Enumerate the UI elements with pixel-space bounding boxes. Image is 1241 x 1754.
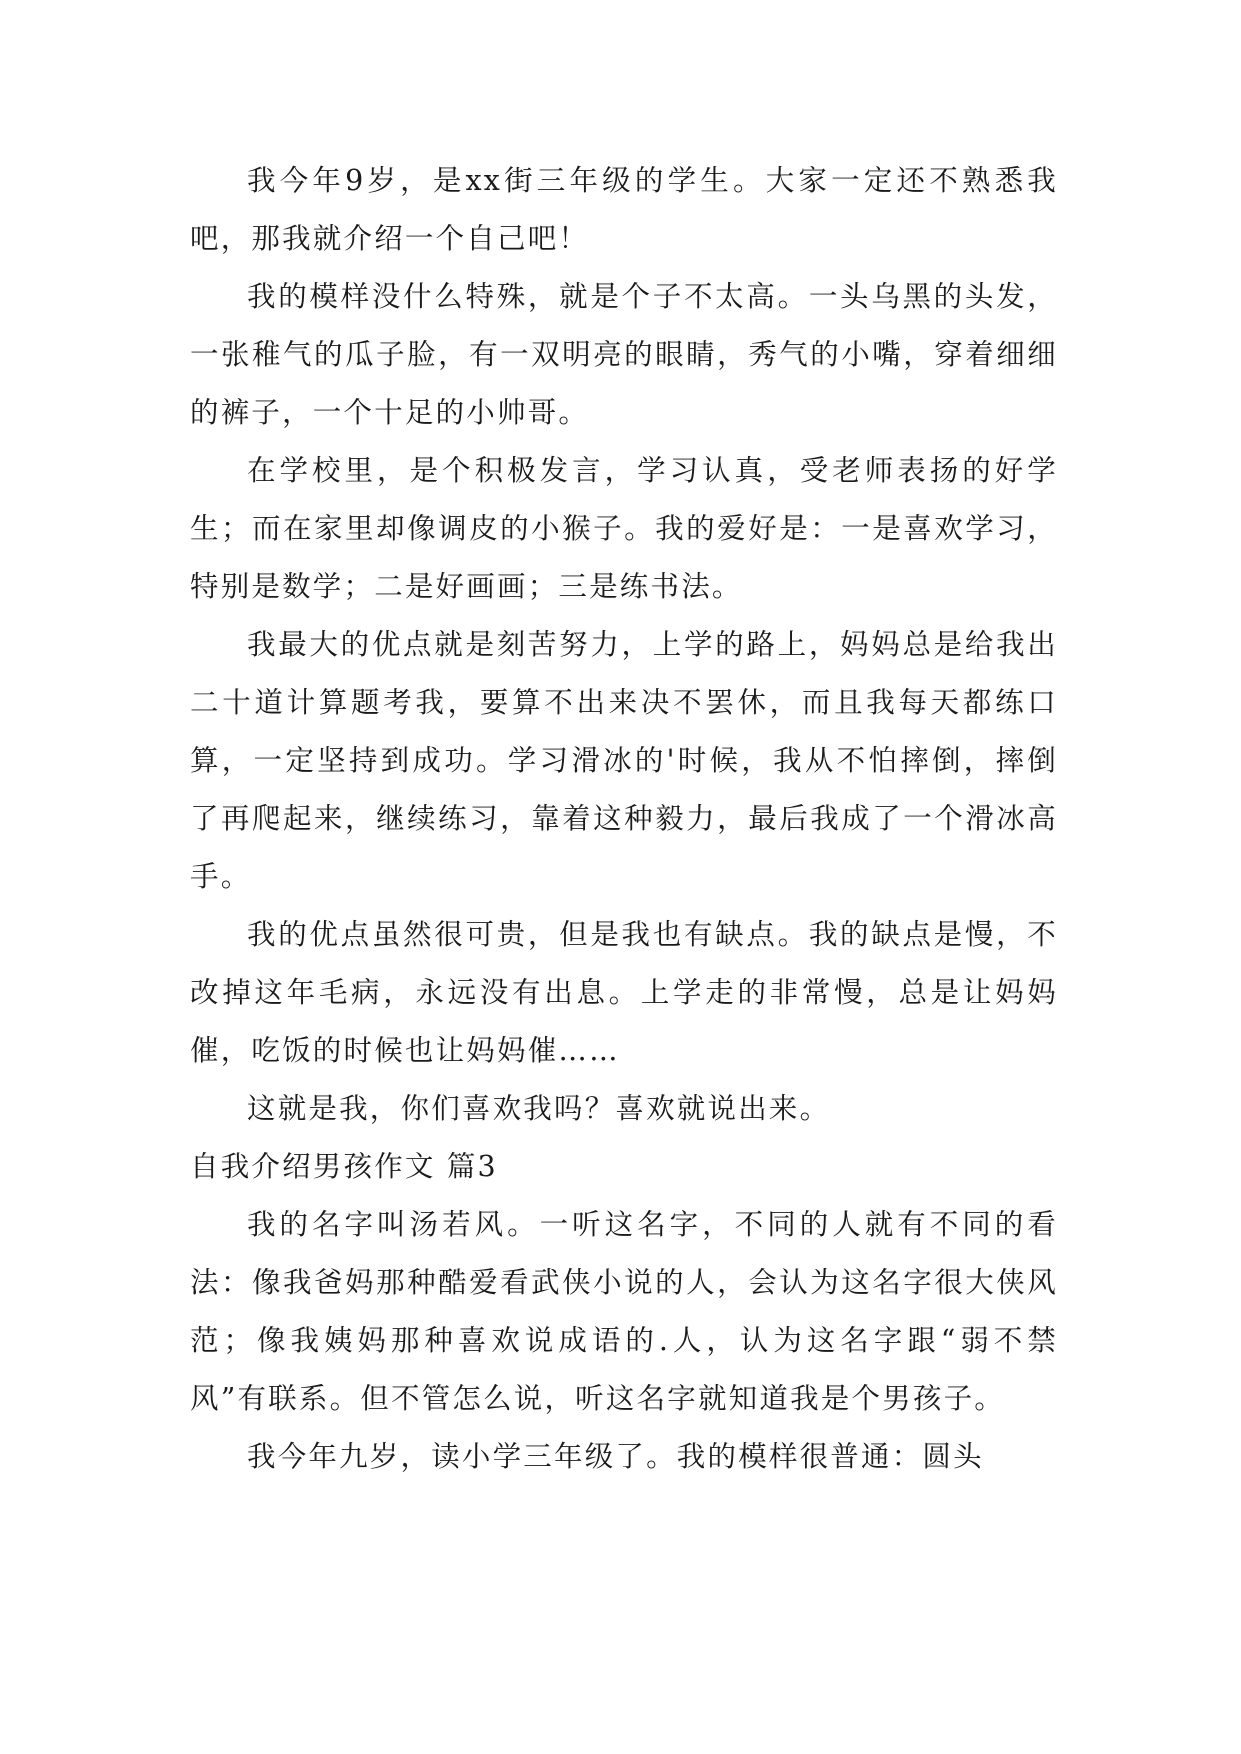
paragraph: 我今年九岁，读小学三年级了。我的模样很普通：圆头: [247, 1440, 984, 1473]
document-body: [190, 152, 1058, 1486]
paragraph: 我今年9岁，是xx街三年级的学生。大家一定还不熟悉我吧，那我就介绍一个自己吧！: [190, 164, 1058, 255]
paragraph: 在学校里，是个积极发言，学习认真，受老师表扬的好学生；而在家里却像调皮的小猴子。我的爱好是：一是喜欢学习，特别是数学；二是好画画；三是练书法。: [190, 454, 1058, 603]
section-heading: 自我介绍男孩作文 篇3: [190, 1150, 498, 1183]
paragraph: 这就是我，你们喜欢我吗？喜欢就说出来。: [247, 1092, 831, 1125]
paragraph: 我的模样没什么特殊，就是个子不太高。一头乌黑的头发，一张稚气的瓜子脸，有一双明亮的眼睛，秀气的小嘴，穿着细细的裤子，一个十足的小帅哥。: [190, 280, 1058, 429]
paragraph: 我的优点虽然很可贵，但是我也有缺点。我的缺点是慢，不改掉这年毛病，永远没有出息。上学走的非常慢，总是让妈妈催，吃饭的时候也让妈妈催……: [190, 918, 1058, 1067]
paragraph: 我最大的优点就是刻苦努力，上学的路上，妈妈总是给我出二十道计算题考我，要算不出来决不罢休，而且我每天都练口算，一定坚持到成功。学习滑冰的'时候，我从不怕摔倒，摔倒了再爬起来，继续练习，靠着这种毅力，最后我成了一个滑冰高手。: [190, 628, 1058, 893]
paragraph: 我的名字叫汤若风。一听这名字，不同的人就有不同的看法：像我爸妈那种酷爱看武侠小说的人，会认为这名字很大侠风范；像我姨妈那种喜欢说成语的.人，认为这名字跟“弱不禁风”有联系。但不管怎么说，听这名字就知道我是个男孩子。: [190, 1208, 1058, 1415]
